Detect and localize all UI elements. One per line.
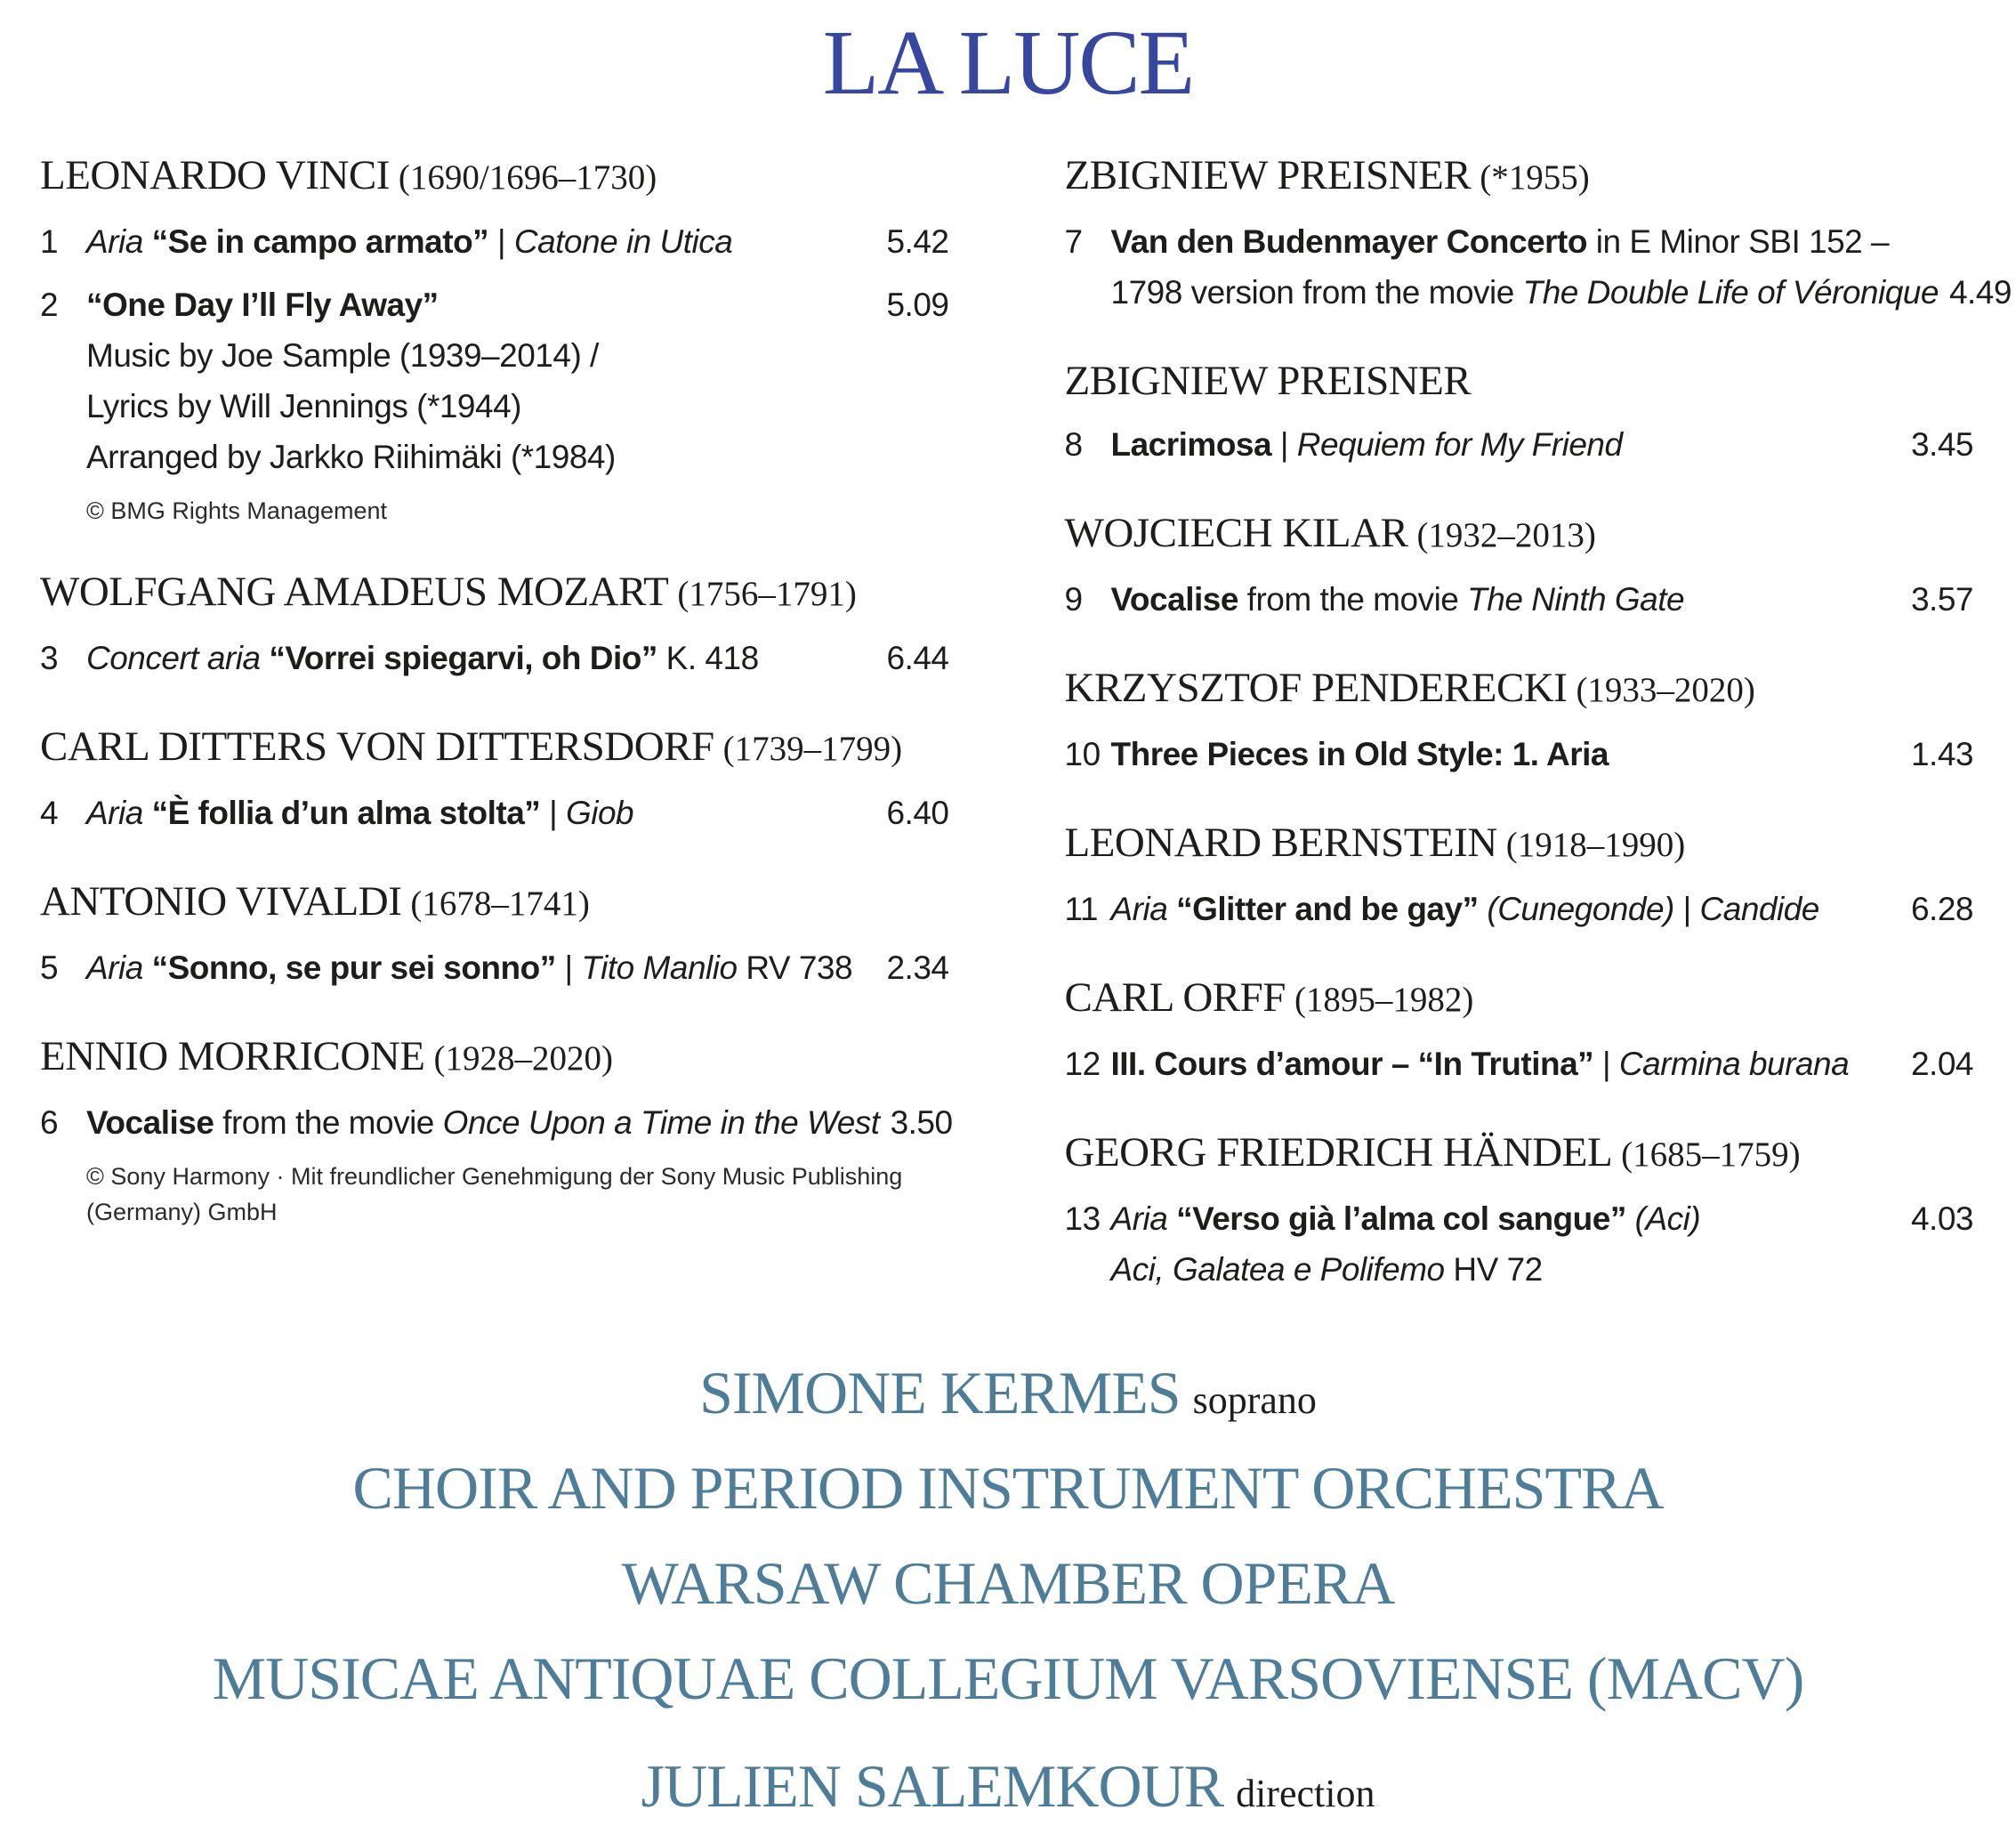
credit-role: soprano (1192, 1378, 1317, 1422)
track-body (1111, 574, 1974, 625)
composer-name: ZBIGNIEW PREISNER (1064, 152, 1472, 198)
track-time: 4.49 (1948, 274, 2012, 311)
composer-name: WOLFGANG AMADEUS MOZART (40, 569, 669, 615)
track-row (1065, 1193, 1974, 1295)
track-body (1110, 216, 2012, 318)
composer-name: LEONARDO VINCI (40, 152, 390, 198)
track-title-italic: Catone in Utica (513, 223, 733, 260)
track-title-text: | (555, 949, 582, 986)
track-title-text: | (1593, 1046, 1619, 1082)
track-time: 3.57 (1910, 581, 1973, 618)
track-title (1111, 1038, 1911, 1089)
tracklist-section (1065, 355, 1974, 470)
track-time: 2.34 (886, 949, 949, 986)
track-body (86, 942, 949, 993)
track-body (86, 788, 949, 838)
composer-dates: (1678–1741) (410, 885, 590, 923)
track-title-text: K. 418 (657, 640, 759, 676)
track-title-italic: The Ninth Gate (1467, 581, 1685, 618)
composer-name: LEONARD BERNSTEIN (1064, 820, 1497, 866)
track-time: 6.44 (886, 640, 949, 676)
tracklist-section (40, 1030, 953, 1230)
tracklist-section (1065, 1127, 1974, 1295)
track-time: 3.45 (1910, 426, 1973, 463)
track-row (40, 633, 949, 683)
track-row (40, 788, 949, 838)
track-title-text: | (540, 795, 566, 831)
track-body (1111, 729, 1974, 780)
track-line (1111, 419, 1974, 470)
track-body (86, 279, 949, 529)
credit-name: JULIEN SALEMKOUR (641, 1752, 1224, 1820)
track-line (1111, 1244, 1974, 1295)
performer-credits (0, 1353, 2016, 1842)
track-row (1065, 884, 1974, 934)
track-row (1065, 1038, 1974, 1089)
track-title-italic: Carmina burana (1618, 1046, 1850, 1082)
track-title (1111, 729, 1911, 780)
composer-heading (40, 566, 949, 620)
track-title-italic: Candide (1699, 891, 1819, 927)
track-line (1111, 1038, 1974, 1089)
credit-role: direction (1236, 1772, 1375, 1815)
tracklist-section (1065, 972, 1974, 1089)
track-line (86, 279, 949, 330)
track-number: 12 (1064, 1046, 1101, 1082)
track-number: 2 (40, 287, 59, 323)
track-line (86, 942, 949, 993)
track-subline: Lyrics by Will Jennings (*1944) (86, 388, 521, 424)
track-number: 9 (1064, 581, 1083, 618)
track-title (86, 788, 886, 838)
track-line (86, 788, 949, 838)
credit-name: CHOIR AND PERIOD INSTRUMENT ORCHESTRA (352, 1454, 1664, 1522)
composer-heading (1065, 817, 1974, 871)
track-row (40, 942, 949, 993)
composer-heading (1065, 507, 1974, 561)
composer-heading (1065, 355, 1974, 407)
composer-name: CARL DITTERS VON DITTERSDORF (40, 723, 714, 770)
tracklist-section (40, 721, 949, 838)
composer-name: CARL ORFF (1064, 974, 1286, 1021)
track-body (1111, 1038, 1974, 1089)
track-title-text: | (488, 223, 514, 260)
track-title-text: HV 72 (1444, 1251, 1543, 1288)
track-line (1111, 1193, 1974, 1244)
track-title-main: “Verso già l’alma col sangue” (1176, 1200, 1635, 1237)
copyright-note: © Sony Harmony · Mit freundlicher Genehmigung der Sony Music Publishing (Germany) GmbH (86, 1163, 903, 1225)
track-line (86, 216, 949, 267)
track-title-italic: (Aci) (1634, 1200, 1701, 1237)
tracklist-section (1065, 817, 1974, 934)
tracklist-column-right (1064, 149, 2012, 1295)
track-title-text: | (1673, 891, 1700, 927)
track-number: 1 (40, 223, 59, 260)
composer-dates: (1918–1990) (1505, 826, 1686, 864)
credit-name: SIMONE KERMES (699, 1359, 1181, 1426)
tracklist-section (40, 566, 949, 683)
track-title (86, 216, 886, 267)
credit-line (0, 1353, 2016, 1449)
track-title-italic: Aria (86, 223, 152, 260)
composer-heading (1065, 662, 1974, 716)
track-time: 6.28 (1910, 891, 1973, 927)
track-title-italic: Requiem for My Friend (1296, 426, 1623, 463)
track-title-main: “Vorrei spiegarvi, oh Dio” (269, 640, 657, 676)
track-title-text: 1798 version from the movie (1110, 274, 1523, 311)
track-line (86, 1097, 953, 1148)
track-number: 10 (1064, 736, 1101, 772)
tracklist-section (1065, 507, 1974, 625)
composer-heading (40, 1030, 949, 1085)
track-title (1111, 1193, 1911, 1244)
track-number: 8 (1064, 426, 1083, 463)
track-row (1065, 729, 1974, 780)
track-title-main: “Sonno, se pur sei sonno” (151, 949, 556, 986)
track-title (86, 942, 886, 993)
track-title-main: Three Pieces in Old Style: 1. Aria (1110, 736, 1609, 772)
composer-dates: (1685–1759) (1621, 1135, 1801, 1174)
track-time: 1.43 (1910, 736, 1973, 772)
track-title-main: Vocalise (1110, 581, 1238, 618)
track-title-text: in E Minor SBI 152 – (1586, 223, 1890, 260)
track-title-italic: Once Upon a Time in the West (442, 1104, 880, 1141)
track-body (86, 216, 949, 267)
track-title-main: “È follia d’un alma stolta” (151, 795, 541, 831)
track-number: 7 (1064, 223, 1083, 260)
track-title (1111, 884, 1911, 934)
track-title-main: “One Day I’ll Fly Away” (86, 287, 439, 323)
composer-dates: (1895–1982) (1294, 981, 1474, 1019)
tracklist-section (40, 149, 949, 529)
track-title-italic: Tito Manlio (581, 949, 738, 986)
track-title-main: “Glitter and be gay” (1176, 891, 1488, 927)
track-row (40, 279, 949, 529)
track-number: 4 (40, 795, 59, 831)
track-title-main: Vocalise (86, 1104, 214, 1141)
track-title-text: from the movie (214, 1104, 443, 1141)
composer-name: WOJCIECH KILAR (1064, 510, 1408, 556)
track-title-italic: Giob (565, 795, 634, 831)
track-title (1111, 216, 1974, 267)
composer-name: ZBIGNIEW PREISNER (1064, 358, 1472, 404)
track-title-italic: The Double Life of Véronique (1522, 274, 1939, 311)
composer-heading (1065, 1127, 1974, 1181)
tracklist-section (1065, 662, 1974, 780)
track-number: 11 (1064, 891, 1098, 927)
composer-name: GEORG FRIEDRICH HÄNDEL (1064, 1129, 1613, 1175)
track-time: 4.03 (1910, 1200, 1973, 1237)
track-time: 2.04 (1910, 1046, 1973, 1082)
track-row (1065, 419, 1974, 470)
track-row (40, 216, 949, 267)
track-body (1111, 419, 1974, 470)
track-line (1111, 884, 1974, 934)
composer-heading (40, 721, 949, 775)
tracklist-section (1064, 149, 2012, 318)
track-body (86, 633, 949, 683)
track-line (86, 633, 949, 683)
composer-heading (1065, 149, 1974, 204)
track-line (1111, 729, 1974, 780)
track-number: 5 (40, 949, 59, 986)
track-row (1065, 574, 1974, 625)
track-title-italic: Aria (86, 949, 152, 986)
track-time: 5.42 (886, 223, 949, 260)
composer-name: KRZYSZTOF PENDERECKI (1064, 665, 1568, 711)
composer-dates: (1928–2020) (433, 1039, 613, 1078)
composer-dates: (1933–2020) (1576, 671, 1755, 709)
track-line (1111, 574, 1974, 625)
tracklist-columns (0, 149, 2016, 1295)
credit-line (0, 1747, 2016, 1842)
credit-line (0, 1544, 2016, 1639)
album-title: LA LUCE (822, 12, 1194, 114)
track-subline: Arranged by Jarkko Riihimäki (*1984) (86, 439, 616, 475)
track-title (86, 279, 886, 330)
track-title-text: | (1271, 426, 1297, 463)
track-row (1064, 216, 2012, 318)
composer-heading (1065, 972, 1974, 1026)
track-time: 5.09 (886, 287, 949, 323)
track-title-main: III. Cours d’amour – “In Trutina” (1110, 1046, 1594, 1082)
track-number: 6 (40, 1104, 59, 1141)
track-title (86, 633, 886, 683)
composer-dates: (1739–1799) (722, 730, 903, 768)
composer-name: ENNIO MORRICONE (40, 1033, 425, 1079)
track-title-main: Van den Budenmayer Concerto (1110, 223, 1587, 260)
track-title-italic: (Cunegonde) (1487, 891, 1674, 927)
track-title-italic: Concert aria (86, 640, 270, 676)
track-title (1111, 1244, 1974, 1295)
track-title (1111, 419, 1911, 470)
track-number: 3 (40, 640, 59, 676)
track-subline: Music by Joe Sample (1939–2014) / (86, 337, 599, 374)
track-title-italic: Aci, Galatea e Polifemo (1110, 1251, 1445, 1288)
track-body (86, 1097, 953, 1230)
track-title (86, 1097, 891, 1148)
track-time: 6.40 (886, 795, 949, 831)
credit-name: WARSAW CHAMBER OPERA (621, 1549, 1395, 1617)
composer-heading (40, 876, 949, 930)
track-line (1111, 216, 1974, 267)
composer-name: ANTONIO VIVALDI (40, 878, 402, 925)
tracklist-column-left (40, 149, 953, 1295)
composer-dates: (1932–2013) (1416, 516, 1596, 554)
track-title (1111, 574, 1911, 625)
track-row (40, 1097, 953, 1230)
track-number: 13 (1064, 1200, 1101, 1237)
track-body (1111, 884, 1974, 934)
composer-heading (40, 149, 949, 204)
track-title-text: from the movie (1238, 581, 1468, 618)
track-title-main: “Se in campo armato” (151, 223, 489, 260)
copyright-note: © BMG Rights Management (86, 497, 388, 524)
tracklist-section (40, 876, 949, 993)
credit-line (0, 1449, 2016, 1544)
track-time: 3.50 (890, 1104, 953, 1141)
track-body (1111, 1193, 1974, 1295)
track-line (1110, 267, 2012, 318)
composer-dates: (*1955) (1480, 158, 1590, 197)
track-title-italic: Aria (1110, 1200, 1177, 1237)
composer-dates: (1756–1791) (677, 575, 857, 613)
credit-name: MUSICAE ANTIQUAE COLLEGIUM VARSOVIENSE (MACV) (212, 1644, 1804, 1712)
track-title-text: RV 738 (737, 949, 853, 986)
track-title-italic: Aria (1110, 891, 1177, 927)
credit-line (0, 1639, 2016, 1734)
track-title-main: Lacrimosa (1110, 426, 1272, 463)
composer-dates: (1690/1696–1730) (398, 158, 657, 197)
track-title (1111, 267, 1949, 318)
track-title-italic: Aria (86, 795, 152, 831)
